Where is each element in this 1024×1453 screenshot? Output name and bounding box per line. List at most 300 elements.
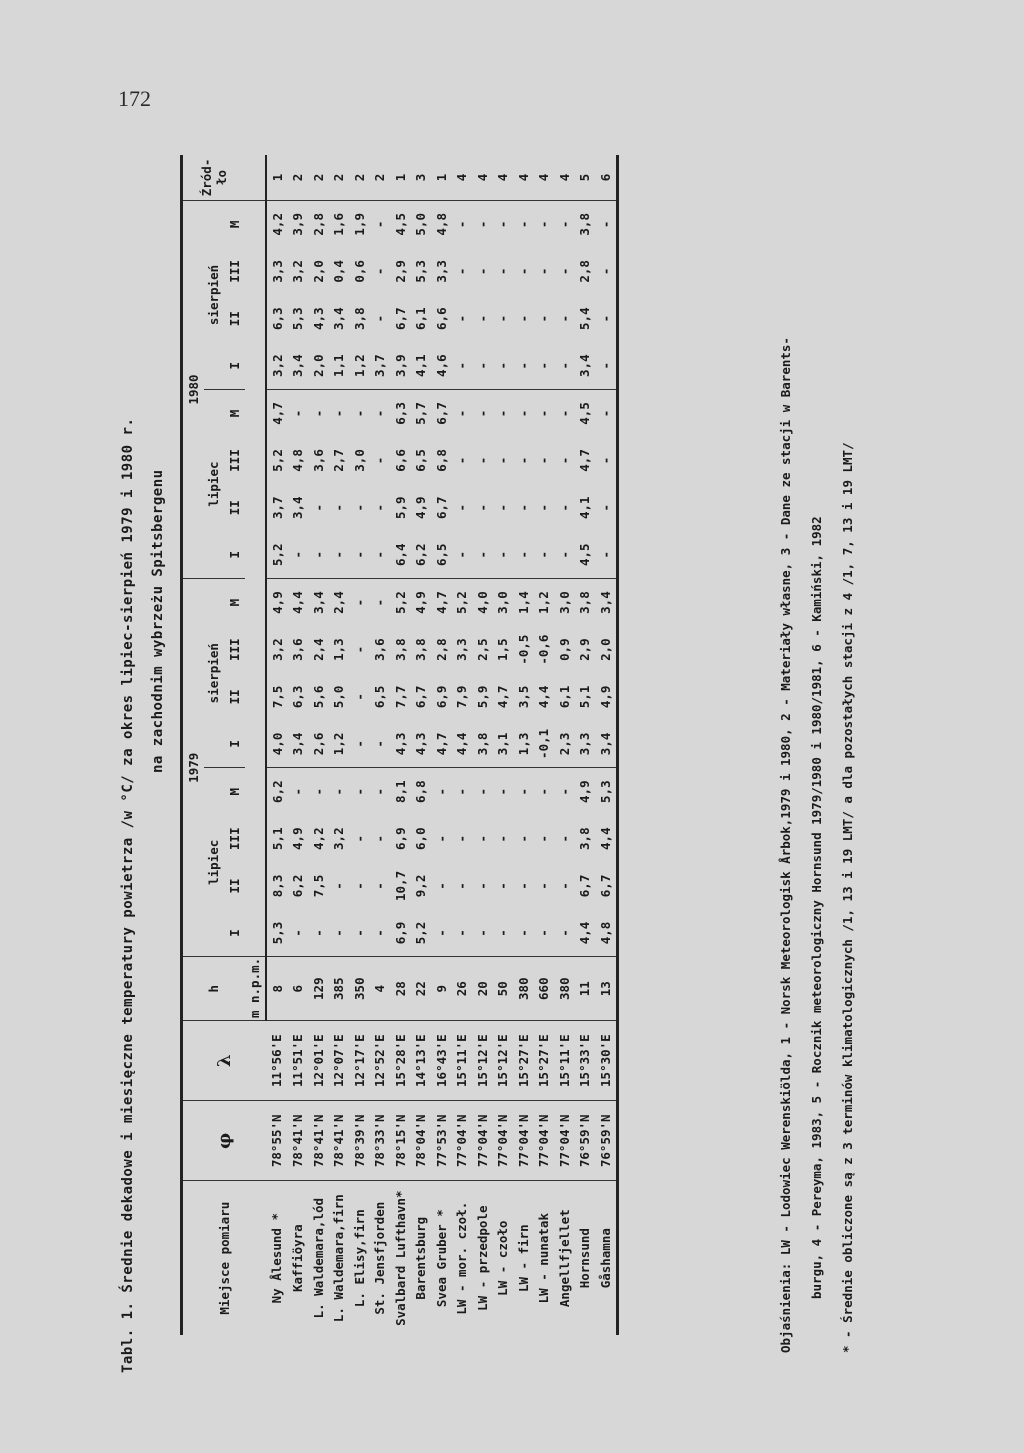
temperature-cell: 4,7 [577,449,593,472]
footnotes [770,337,863,1353]
header-source-line1: Źród- [198,158,214,197]
temperature-cell: 4,1 [577,496,593,519]
temperature-cell: - [454,503,470,512]
altitude-cell: 350 [349,957,370,1021]
temperature-cell: 3,8 [413,638,429,661]
longitude-cell: 12°52'E [370,1021,391,1101]
header-month: M [226,598,242,607]
temperature-cell: - [290,409,306,418]
altitude-cell: 129 [308,957,329,1021]
temperature-cell: 6,5 [413,449,429,472]
temperature-cell: - [515,220,531,229]
temperature-cell: 3,4 [290,496,306,519]
station-name: LW - nunatak [536,1213,552,1304]
header-dec3: III [226,449,242,472]
latitude-cell: 77°04'N [452,1101,473,1181]
temperature-cell: - [370,910,391,957]
table-row [575,155,596,1335]
table-row [288,155,309,1335]
temperature-cell: 3,4 [595,721,617,768]
temperature-cell: 6,9 [433,685,449,709]
temperature-cell: 4,0 [474,591,490,614]
station-name: St. Jensfjorden [372,1201,388,1315]
source-cell: 2 [329,155,350,200]
temperature-cell: 2,3 [554,721,575,768]
temperature-cell: - [372,787,388,796]
temperature-cell: 1,3 [331,638,347,661]
temperature-cell: - [372,220,388,229]
temperature-cell: 1,2 [329,721,350,768]
temperature-cell: -0,5 [515,634,531,665]
temperature-cell: - [474,409,490,418]
temperature-cell: 0,6 [351,260,367,283]
longitude-cell: 15°28'E [390,1021,411,1101]
temperature-cell: - [556,834,572,843]
temperature-cell: 2,4 [310,638,326,661]
temperature-cell: 4,8 [290,449,306,472]
latitude-cell: 77°04'N [534,1101,555,1181]
temperature-cell: - [495,503,511,512]
temperature-cell: - [351,503,367,512]
temperature-cell: 4,3 [411,721,432,768]
temperature-cell: 3,4 [310,591,326,614]
temperature-cell: - [370,531,391,578]
table-row [390,155,411,1335]
temperature-cell: 4,7 [495,685,511,709]
station-name: L. Waldemara,lód [310,1197,326,1319]
temperature-cell: 5,9 [474,685,490,709]
latitude-cell: 76°59'N [595,1101,617,1181]
temperature-cell: - [536,882,552,890]
longitude-cell: 15°11'E [452,1021,473,1101]
temperature-cell: 6,7 [433,402,449,425]
temperature-cell: - [331,409,347,418]
temperature-cell: - [534,531,555,578]
header-dec2: II [226,500,242,516]
temperature-cell: - [495,409,511,418]
temperature-cell: 3,4 [331,307,347,330]
temperature-cell: - [536,456,552,465]
header-latitude: φ [182,1101,267,1181]
temperature-cell: 3,7 [370,342,391,389]
temperature-cell: 2,7 [331,449,347,472]
temperature-cell: - [556,882,572,890]
temperature-cell: 6,2 [269,780,285,803]
temperature-cell: - [331,787,347,796]
table-row [513,155,534,1335]
header-month: M [226,220,242,229]
source-cell: 4 [452,155,473,200]
source-cell: 4 [472,155,493,200]
temperature-cell: - [493,531,514,578]
temperature-cell: - [554,910,575,957]
footnote-line-1: Objaśnienia: LW - Lodowiec Werenskiölda, 1 - Norsk Meteorologisk Årbok,1979 i 1980, 2 - Materiały własne, 3 - Dane ze stacji w Barents- [778,337,793,1353]
temperature-cell: 2,8 [433,638,449,661]
temperature-cell: 4,2 [269,213,285,236]
temperature-cell: - [554,342,575,389]
temperature-cell: 1,6 [331,213,347,236]
header-place: Miejsce pomiaru [182,1181,267,1335]
temperature-cell: - [472,342,493,389]
source-cell: 4 [534,155,555,200]
table-row [308,155,329,1335]
temperature-cell: 6,6 [433,307,449,330]
longitude-cell: 12°17'E [349,1021,370,1101]
temperature-cell: - [493,910,514,957]
temperature-cell: - [536,267,552,276]
temperature-cell: 4,4 [290,591,306,614]
temperature-cell: - [554,531,575,578]
temperature-cell: -0,1 [534,721,555,768]
table-row [370,155,391,1335]
header-year-1979: 1979 [182,579,204,957]
header-month: M [226,787,242,796]
altitude-cell: 20 [472,957,493,1021]
temperature-cell: 6,3 [269,307,285,330]
temperature-cell: 0,9 [556,638,572,661]
temperature-cell: - [454,834,470,843]
temperature-cell: - [372,456,388,465]
temperature-cell: 4,6 [431,342,452,389]
temperature-cell: 4,4 [575,910,596,957]
table-row [472,155,493,1335]
temperature-cell: 5,2 [392,591,408,614]
temperature-cell: 3,0 [495,591,511,614]
temperature-cell: - [290,787,306,796]
temperature-cell: 8,1 [392,780,408,803]
temperature-cell: 1,2 [536,591,552,614]
station-name: L. Elisy,firn [351,1209,367,1308]
temperature-cell: 7,7 [392,685,408,709]
temperature-cell: 2,6 [308,721,329,768]
temperature-cell: 3,8 [577,591,593,614]
header-august-1980: sierpień [204,200,225,389]
temperature-cell: - [331,503,347,512]
header-august-1979: sierpień [204,579,225,768]
latitude-cell: 78°41'N [329,1101,350,1181]
temperature-cell: 3,3 [433,260,449,283]
temperature-cell: - [308,531,329,578]
temperature-cell: 4,2 [310,827,326,850]
temperature-cell: 5,3 [595,768,617,815]
temperature-cell: - [495,314,511,323]
temperature-cell: - [351,787,367,796]
temperature-cell: 3,7 [269,496,285,519]
temperature-cell: - [310,409,326,418]
temperature-cell: 2,8 [310,213,326,236]
temperature-cell: 7,5 [310,874,326,898]
temperature-cell: 3,4 [288,342,309,389]
longitude-cell: 15°12'E [472,1021,493,1101]
temperature-cell: 3,8 [392,638,408,661]
temperature-cell: - [495,220,511,229]
longitude-cell: 11°51'E [288,1021,309,1101]
temperature-cell: 3,2 [331,827,347,850]
temperature-cell: 4,4 [595,815,617,862]
table-row [452,155,473,1335]
altitude-cell: 380 [513,957,534,1021]
temperature-cell: - [433,787,449,796]
altitude-cell: 13 [595,957,617,1021]
altitude-cell: 6 [288,957,309,1021]
temperature-cell: 6,9 [392,827,408,850]
temperature-cell: 3,0 [556,591,572,614]
temperature-cell: - [495,456,511,465]
header-altitude: h [182,957,245,1021]
temperature-cell: 2,0 [308,342,329,389]
temperature-cell: - [495,882,511,890]
header-dec2: II [226,878,242,894]
source-cell: 6 [595,155,617,200]
latitude-cell: 78°15'N [390,1101,411,1181]
temperature-cell: - [372,834,388,843]
temperature-cell: 6,8 [413,780,429,803]
source-cell: 2 [308,155,329,200]
temperature-cell: 2,4 [331,591,347,614]
temperature-cell: 6,7 [577,874,593,898]
temperature-cell: 7,9 [454,685,470,709]
temperature-cell: - [351,834,367,843]
station-name: Kaffiöyra [290,1224,306,1293]
temperature-cell: - [454,220,470,229]
station-name: LW - przedpole [474,1205,490,1311]
temperature-cell: - [454,882,470,890]
temperature-cell: - [536,787,552,796]
header-dec1: I [224,342,245,389]
temperature-cell: - [349,910,370,957]
temperature-cell: 5,3 [413,260,429,283]
temperature-cell: - [454,787,470,796]
temperature-cell: - [536,220,552,229]
table-row [595,155,617,1335]
temperature-cell: 1,9 [351,213,367,236]
temperature-cell: 6,5 [372,685,388,709]
longitude-cell: 15°33'E [575,1021,596,1101]
temperature-cell: 5,9 [392,496,408,519]
altitude-cell: 28 [390,957,411,1021]
temperature-cell: - [454,267,470,276]
temperature-cell: - [372,882,388,890]
temperature-cell: 2,8 [577,260,593,283]
temperature-cell: - [595,248,617,295]
temperature-cell: - [595,295,617,342]
temperature-cell: 3,8 [472,721,493,768]
temperature-cell: 4,7 [433,591,449,614]
longitude-cell: 11°56'E [266,1021,288,1101]
longitude-cell: 14°13'E [411,1021,432,1101]
temperature-cell: - [536,503,552,512]
source-cell: 1 [266,155,288,200]
temperature-cell: 5,1 [577,685,593,709]
temperature-cell: - [556,503,572,512]
temperature-cell: - [515,834,531,843]
temperature-cell: 4,5 [577,402,593,425]
temperature-cell: 4,8 [433,213,449,236]
source-cell: 1 [390,155,411,200]
temperature-cell: - [513,342,534,389]
header-source-line2: ło [213,169,229,185]
longitude-cell: 15°27'E [513,1021,534,1101]
temperature-cell: - [495,787,511,796]
temperature-cell: 4,1 [411,342,432,389]
temperature-cell: - [329,531,350,578]
table-row [266,155,288,1335]
header-dec3: III [226,260,242,283]
altitude-cell: 9 [431,957,452,1021]
temperature-cell: - [515,409,531,418]
temperature-cell: 4,9 [595,673,617,720]
station-name: LW - czoło [495,1220,511,1296]
temperature-cell: - [454,456,470,465]
temperature-cell: 6,7 [392,307,408,330]
source-cell: 4 [493,155,514,200]
temperature-cell: 4,9 [269,591,285,614]
temperature-cell: 2,9 [392,260,408,283]
temperature-cell: 6,1 [556,685,572,709]
temperature-cell: - [372,314,388,323]
temperature-cell: - [474,503,490,512]
altitude-cell: 4 [370,957,391,1021]
temperature-cell: - [349,531,370,578]
temperature-cell: - [372,409,388,418]
temperature-cell: 6,3 [392,402,408,425]
temperature-cell: 10,7 [392,870,408,901]
station-name: LW - mor. czoł. [454,1201,470,1315]
temperature-cell: 5,6 [310,685,326,709]
temperature-cell: - [433,882,449,890]
temperature-cell: 3,0 [351,449,367,472]
temperature-cell: - [595,531,617,578]
latitude-cell: 78°39'N [349,1101,370,1181]
temperature-cell: - [372,503,388,512]
temperature-cell: - [536,834,552,843]
temperature-cell: 8,3 [269,874,285,898]
temperature-cell: 3,1 [493,721,514,768]
station-name: Ny Ålesund * [269,1213,285,1304]
station-name: Hornsund [577,1228,593,1289]
table-row [431,155,452,1335]
temperature-cell: - [433,834,449,843]
temperature-cell: - [534,910,555,957]
altitude-cell: 22 [411,957,432,1021]
temperature-cell: 1,2 [349,342,370,389]
longitude-cell: 16°43'E [431,1021,452,1101]
header-dec1: I [224,910,245,957]
source-cell: 4 [554,155,575,200]
temperature-cell: - [515,882,531,890]
temperature-cell: 4,3 [310,307,326,330]
table-body [266,155,617,1335]
station-name: Gåshamna [595,1181,617,1335]
temperature-cell: 4,9 [577,780,593,803]
source-cell: 2 [288,155,309,200]
temperature-cell: - [308,910,329,957]
temperature-cell: - [515,314,531,323]
temperature-cell: - [472,910,493,957]
temperature-cell: - [351,693,367,701]
altitude-cell: 380 [554,957,575,1021]
temperature-cell: 7,5 [269,685,285,709]
temperature-cell: 5,1 [269,827,285,850]
header-dec3: III [226,638,242,661]
temperature-cell: 3,6 [310,449,326,472]
temperature-cell: 3,8 [577,213,593,236]
station-name: Barentsburg [413,1216,429,1300]
temperature-cell: - [351,882,367,890]
temperature-cell: 6,7 [413,685,429,709]
temperature-table [180,155,619,1335]
temperature-cell: 2,0 [595,626,617,673]
temperature-cell: 3,2 [266,342,288,389]
temperature-cell: 0,4 [331,260,347,283]
station-name: Svea Gruber * [433,1209,449,1308]
temperature-cell: - [372,598,388,607]
temperature-cell: - [474,787,490,796]
temperature-cell: - [288,531,309,578]
temperature-cell: - [536,314,552,323]
altitude-cell: 26 [452,957,473,1021]
longitude-cell: 15°27'E [534,1021,555,1101]
latitude-cell: 76°59'N [575,1101,596,1181]
temperature-cell: 4,9 [413,496,429,519]
temperature-cell: - [310,787,326,796]
temperature-cell: 2,0 [310,260,326,283]
temperature-cell: 3,2 [269,638,285,661]
altitude-cell: 8 [266,957,288,1021]
temperature-cell: - [595,484,617,531]
table-title: Tabl. 1. Średnie dekadowe i miesięczne temperatury powietrza /w °C/ za okres lipiec-sierpień 1979 i 1980 r. [120,417,136,1373]
latitude-cell: 78°41'N [288,1101,309,1181]
temperature-cell: - [454,314,470,323]
temperature-cell: 5,4 [577,307,593,330]
longitude-cell: 15°11'E [554,1021,575,1101]
altitude-cell: 660 [534,957,555,1021]
temperature-cell: - [431,910,452,957]
temperature-cell: - [515,787,531,796]
temperature-cell: 3,2 [290,260,306,283]
temperature-cell: 3,6 [290,638,306,661]
header-dec1: I [224,531,245,578]
temperature-cell: - [351,598,367,607]
temperature-cell: - [495,267,511,276]
altitude-cell: 50 [493,957,514,1021]
temperature-cell: - [515,456,531,465]
header-source-spacer [245,155,267,200]
station-name: Angellfjellet [556,1209,572,1308]
header-july-1979: lipiec [204,768,225,957]
temperature-cell: 5,0 [331,685,347,709]
header-source [182,155,245,200]
temperature-cell: - [513,531,534,578]
temperature-cell: 5,2 [454,591,470,614]
temperature-cell: 6,2 [411,531,432,578]
table-row [349,155,370,1335]
temperature-cell: 4,4 [452,721,473,768]
table-row [411,155,432,1335]
temperature-cell: - [349,721,370,768]
temperature-cell: 3,5 [515,685,531,709]
temperature-cell: - [474,456,490,465]
temperature-cell: 6,2 [290,874,306,898]
temperature-cell: - [351,409,367,418]
header-dec2: II [226,689,242,705]
header-altitude-unit: m n.p.m. [245,957,267,1021]
header-dec3: III [226,827,242,850]
header-spacer [245,200,267,956]
source-cell: 1 [431,155,452,200]
latitude-cell: 77°04'N [472,1101,493,1181]
temperature-cell: - [288,910,309,957]
